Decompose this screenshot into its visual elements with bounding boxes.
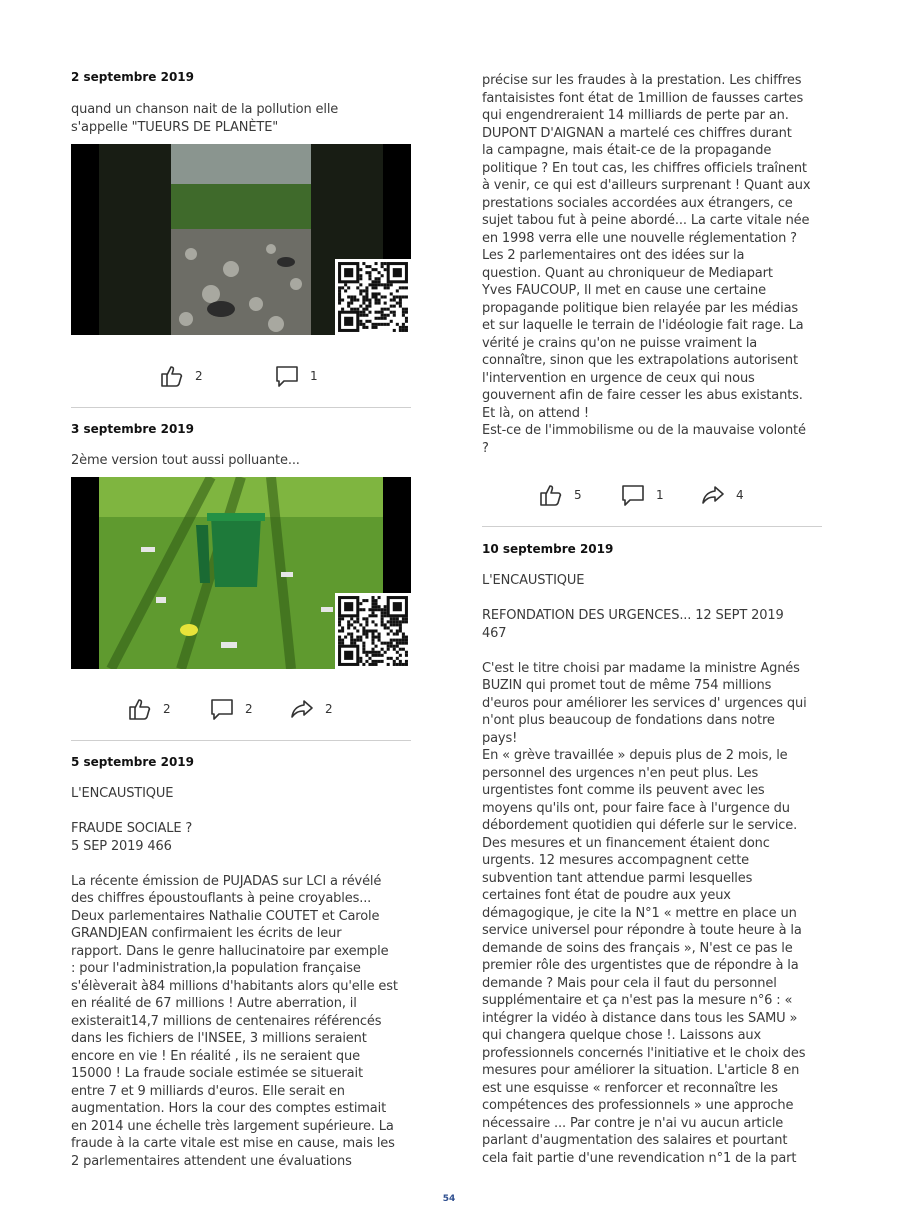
post-text: L'ENCAUSTIQUE FRAUDE SOCIALE ? 5 SEP 2019 466 La récente émission de PUJADAS sur LCI a révélé des chiffres époustouflants à peine croyables... Deux parlementaires Nathalie COUTET et Carole GRANDJEAN confirmaient les écrits de leur rapport. Dans le genre hallucinatoire par exemple : pour l'administration,la population française s'élèverait à84 millions d'habitants alors qu'elle est en réalité de 67 millions ! Autre aberration, il existerait14,7 millions de centenaires référencés dans les fichiers de l'INSEE, 3 millions seraient encore en vie ! En réalité , ils ne seraient que 15000 ! La fraude sociale estimée se situerait entre 7 et 9 milliards d'euros. Elle serait en augmentation. Hors la cour des comptes estimait en 2014 une échelle très largement supérieure. La fraude à la carte vitale est mise en cause, mais les 2 parlementaires attendent une évaluations: [71, 786, 398, 1169]
share-button[interactable]: [289, 694, 333, 724]
qr-code[interactable]: [335, 259, 411, 335]
post-text: L'ENCAUSTIQUE REFONDATION DES URGENCES... 12 SEPT 2019 467 C'est le titre choisi par madame la ministre Agnés BUZIN qui promet tout de même 754 millions d'euros pour améliorer les services d' urgences qui n'ont plus beaucoup de fondations dans notre pays! En « grève travaillée » depuis plus de 2 mois, le personnel des urgences n'en peut plus. Les urgentistes font comme ils peuvent avec les moyens qu'ils ont, pour faire face à l'urgence du débordement quotidien qui déferle sur le service. Des mesures et un financement étaient donc urgents. 12 mesures accompagnent cette subvention tant attendue parmi lesquelles certaines font état de poudre aux yeux démagogique, je cite la N°1 « mettre en place un service universel pour répondre à toute heure à la demande de soins des français », N'est ce pas le premier rôle des urgentistes que de répondre à la demande ? Mais pour cela il faut du personnel supplémentaire et ça n'est pas la mesure n°6 : « intégrer la vidéo à distance dans tous les SAMU » qui changera quelque chose !. Laissons aux professionnels concernés l'initiative et le choix des mesures pour améliorer la situation. L'article 8 en est une esquisse « renforcer et reconnaître les compétences des professionnels » une approche nécessaire ... Par contre je n'ai vu aucun article parlant d'augmentation des salaires et pourtant cela fait partie d'une revendication n°1 de la part: [482, 573, 807, 1166]
share-icon: [289, 696, 315, 722]
comment-count: 1: [310, 369, 318, 383]
comment-icon: [274, 363, 300, 389]
like-count: 2: [195, 369, 203, 383]
share-count: 2: [325, 702, 333, 716]
like-count: 5: [574, 488, 582, 502]
post-image-green-bin[interactable]: [71, 477, 411, 669]
comment-icon: [620, 482, 646, 508]
comment-button[interactable]: [620, 480, 664, 510]
comment-button[interactable]: [274, 361, 318, 391]
like-button[interactable]: [538, 480, 582, 510]
like-button[interactable]: [159, 361, 203, 391]
thumbs-up-icon: [127, 696, 153, 722]
post-date: 3 septembre 2019: [71, 422, 194, 436]
post-text: quand un chanson nait de la pollution elle s'appelle "TUEURS DE PLANÈTE": [71, 102, 339, 135]
post-date: 10 septembre 2019: [482, 542, 614, 556]
post-actions: [71, 361, 411, 391]
post-text-continued: précise sur les fraudes à la prestation. Les chiffres fantaisistes font état de 1million de fausses cartes qui engendreraient 14 milliards de perte par an. DUPONT D'AIGNAN a martelé ces chiffres durant la campagne, mais était-ce de la propagande politique ? En tout cas, les chiffres officiels traînent à venir, ce qui est d'ailleurs surprenant ! Quant aux prestations sociales accordées aux étrangers, ce sujet tabou fut à peine abordé... La carte vitale née en 1998 verra elle une nouvelle réglementation ? Les 2 parlementaires ont des idées sur la question. Quant au chroniqueur de Mediapart Yves FAUCOUP, Il met en cause une certaine propagande politique bien relayée par les médias et sur laquelle le terrain de l'idéologie fait rage. La vérité je crains qu'on ne puisse vraiment la connaître, sinon que les extrapolations autorisent l'intervention en urgence de ceux qui nous gouvernent afin de faire cesser les abus existants. Et là, on attend ! Est-ce de l'immobilisme ou de la mauvaise volonté ?: [482, 73, 811, 456]
post-actions: [71, 694, 411, 724]
like-count: 2: [163, 702, 171, 716]
like-button[interactable]: [127, 694, 171, 724]
share-count: 4: [736, 488, 744, 502]
post-text: 2ème version tout aussi polluante...: [71, 453, 300, 468]
thumbs-up-icon: [159, 363, 185, 389]
separator: [71, 740, 411, 741]
share-button[interactable]: [700, 480, 744, 510]
share-icon: [700, 482, 726, 508]
post-image-trash-field[interactable]: [71, 144, 411, 335]
post-date: 5 septembre 2019: [71, 755, 194, 769]
qr-code[interactable]: [335, 593, 411, 669]
post-actions: [482, 480, 822, 510]
page-number: 54: [442, 1194, 456, 1204]
post-date: 2 septembre 2019: [71, 70, 194, 84]
comment-count: 1: [656, 488, 664, 502]
thumbs-up-icon: [538, 482, 564, 508]
separator: [482, 526, 822, 527]
separator: [71, 407, 411, 408]
comment-count: 2: [245, 702, 253, 716]
comment-icon: [209, 696, 235, 722]
comment-button[interactable]: [209, 694, 253, 724]
